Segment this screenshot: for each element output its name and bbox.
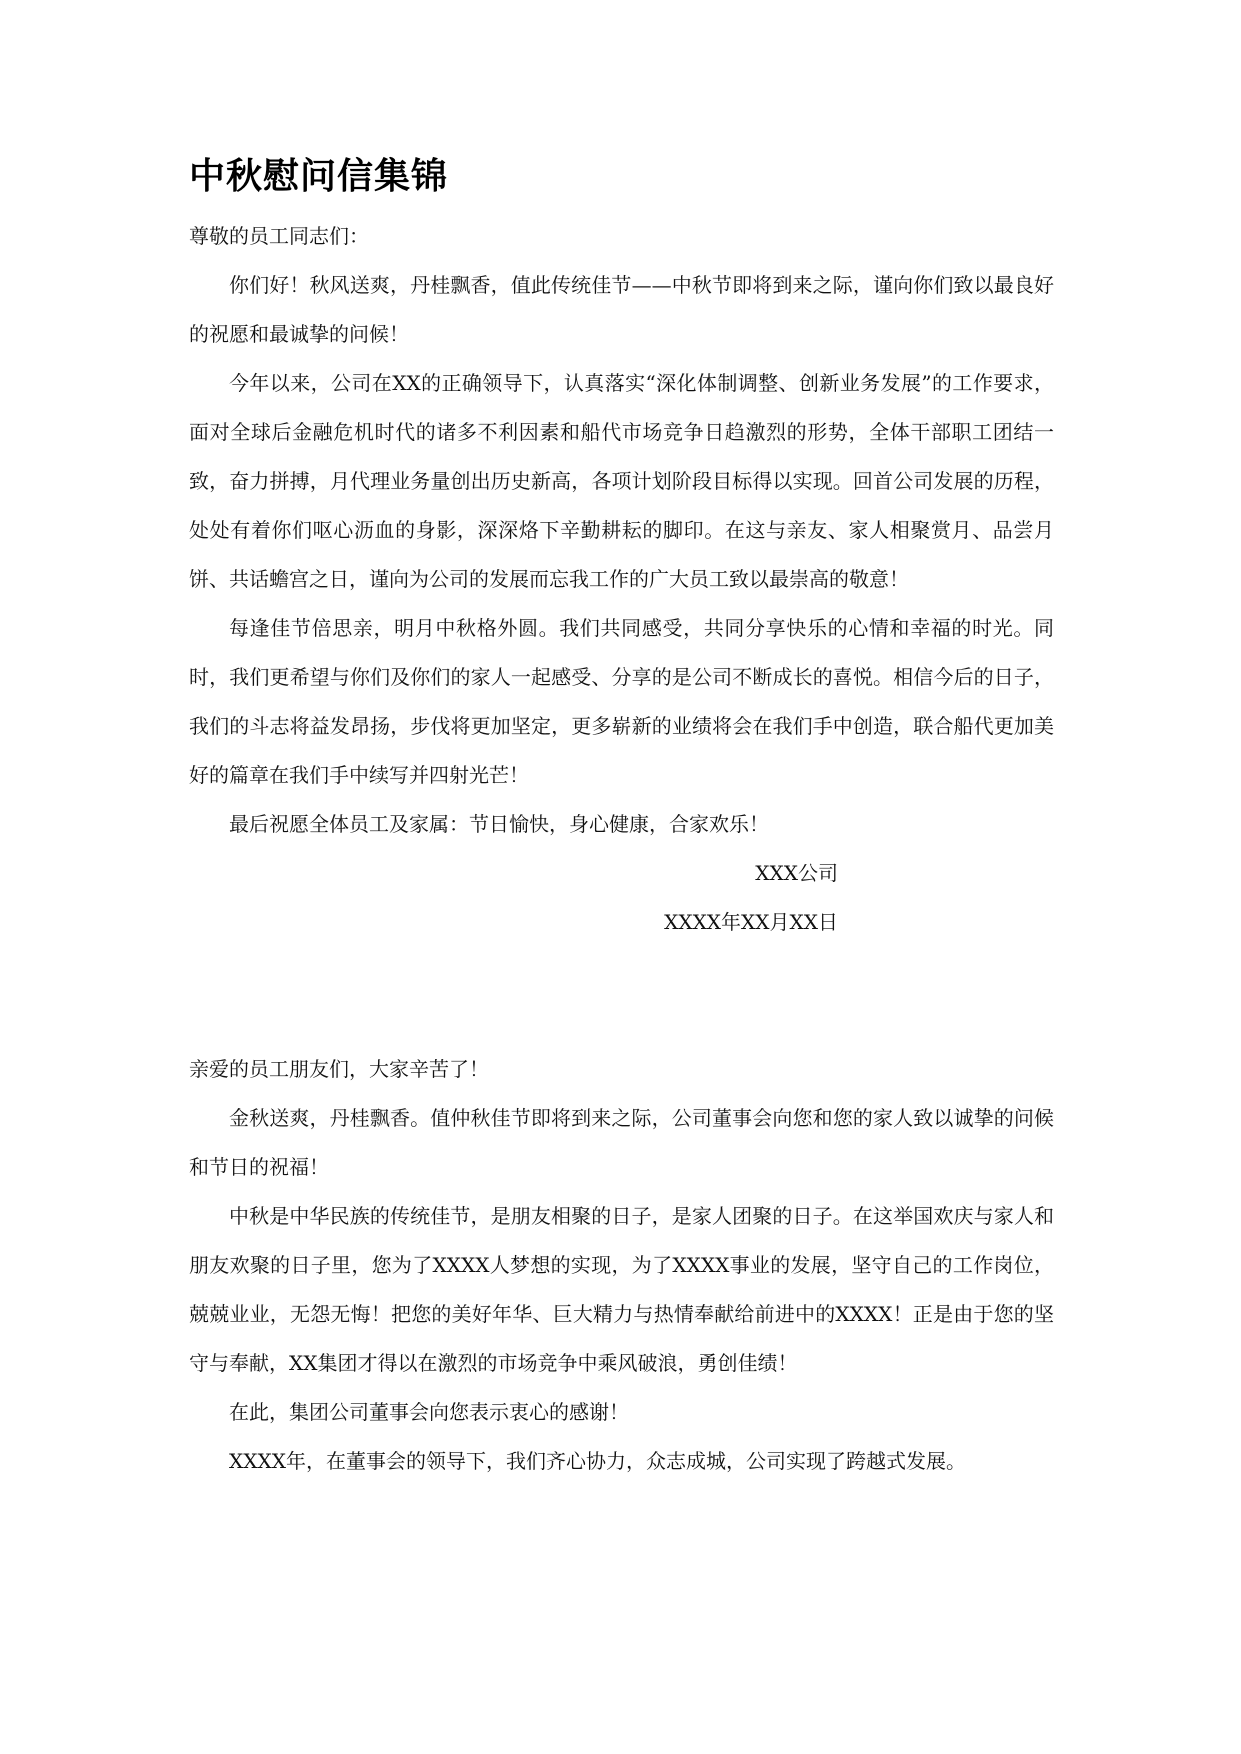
document-content — [189, 150, 1054, 1486]
letter-2 — [189, 1045, 1054, 1486]
signature-date: XXXX年XX月XX日 — [664, 910, 838, 934]
letter-1 — [189, 212, 1054, 947]
letter-1-paragraph: 最后祝愿全体员工及家属：节日愉快，身心健康，合家欢乐！ — [229, 812, 769, 836]
signature-company: XXX公司 — [755, 861, 838, 885]
letter-1-salutation: 尊敬的员工同志们： — [189, 224, 369, 248]
document-title: 中秋慰问信集锦 — [189, 156, 449, 197]
letter-1-paragraph: 每逢佳节倍思亲，明月中秋格外圆。我们共同感受，共同分享快乐的心情和幸福的时光。同时，我们更希望与你们及你们的家人一起感受、分享的是公司不断成长的喜悦。相信今后的日子，我们的斗志将益发昂扬，步伐将更加坚定，更多崭新的业绩将会在我们手中创造，联合船代更加美好的篇章在我们手中续写并四射光芒！ — [189, 616, 1054, 787]
letter-2-paragraph: 中秋是中华民族的传统佳节，是朋友相聚的日子，是家人团聚的日子。在这举国欢庆与家人和朋友欢聚的日子里，您为了XXXX人梦想的实现，为了XXXX事业的发展，坚守自己的工作岗位，兢兢业业，无怨无悔！把您的美好年华、巨大精力与热情奉献给前进中的XXXX！正是由于您的坚守与奉献，XX集团才得以在激烈的市场竞争中乘风破浪，勇创佳绩！ — [189, 1204, 1054, 1375]
letter-1-paragraph: 你们好！秋风送爽，丹桂飘香，值此传统佳节——中秋节即将到来之际，谨向你们致以最良好的祝愿和最诚挚的问候！ — [189, 273, 1054, 346]
letter-1-paragraph: 今年以来，公司在XX的正确领导下，认真落实“深化体制调整、创新业务发展”的工作要求，面对全球后金融危机时代的诸多不利因素和船代市场竞争日趋激烈的形势，全体干部职工团结一致，奋力拼搏，月代理业务量创出历史新高，各项计划阶段目标得以实现。回首公司发展的历程，处处有着你们呕心沥血的身影，深深烙下辛勤耕耘的脚印。在这与亲友、家人相聚赏月、品尝月饼、共话蟾宫之日，谨向为公司的发展而忘我工作的广大员工致以最崇高的敬意！ — [189, 371, 1054, 591]
letter-2-paragraph: XXXX年，在董事会的领导下，我们齐心协力，众志成城，公司实现了跨越式发展。 — [229, 1449, 966, 1473]
letter-2-paragraph: 金秋送爽，丹桂飘香。值仲秋佳节即将到来之际，公司董事会向您和您的家人致以诚挚的问候和节日的祝福！ — [189, 1106, 1054, 1179]
letter-2-paragraph: 在此，集团公司董事会向您表示衷心的感谢！ — [229, 1400, 629, 1424]
letter-2-salutation: 亲爱的员工朋友们，大家辛苦了！ — [189, 1057, 489, 1081]
